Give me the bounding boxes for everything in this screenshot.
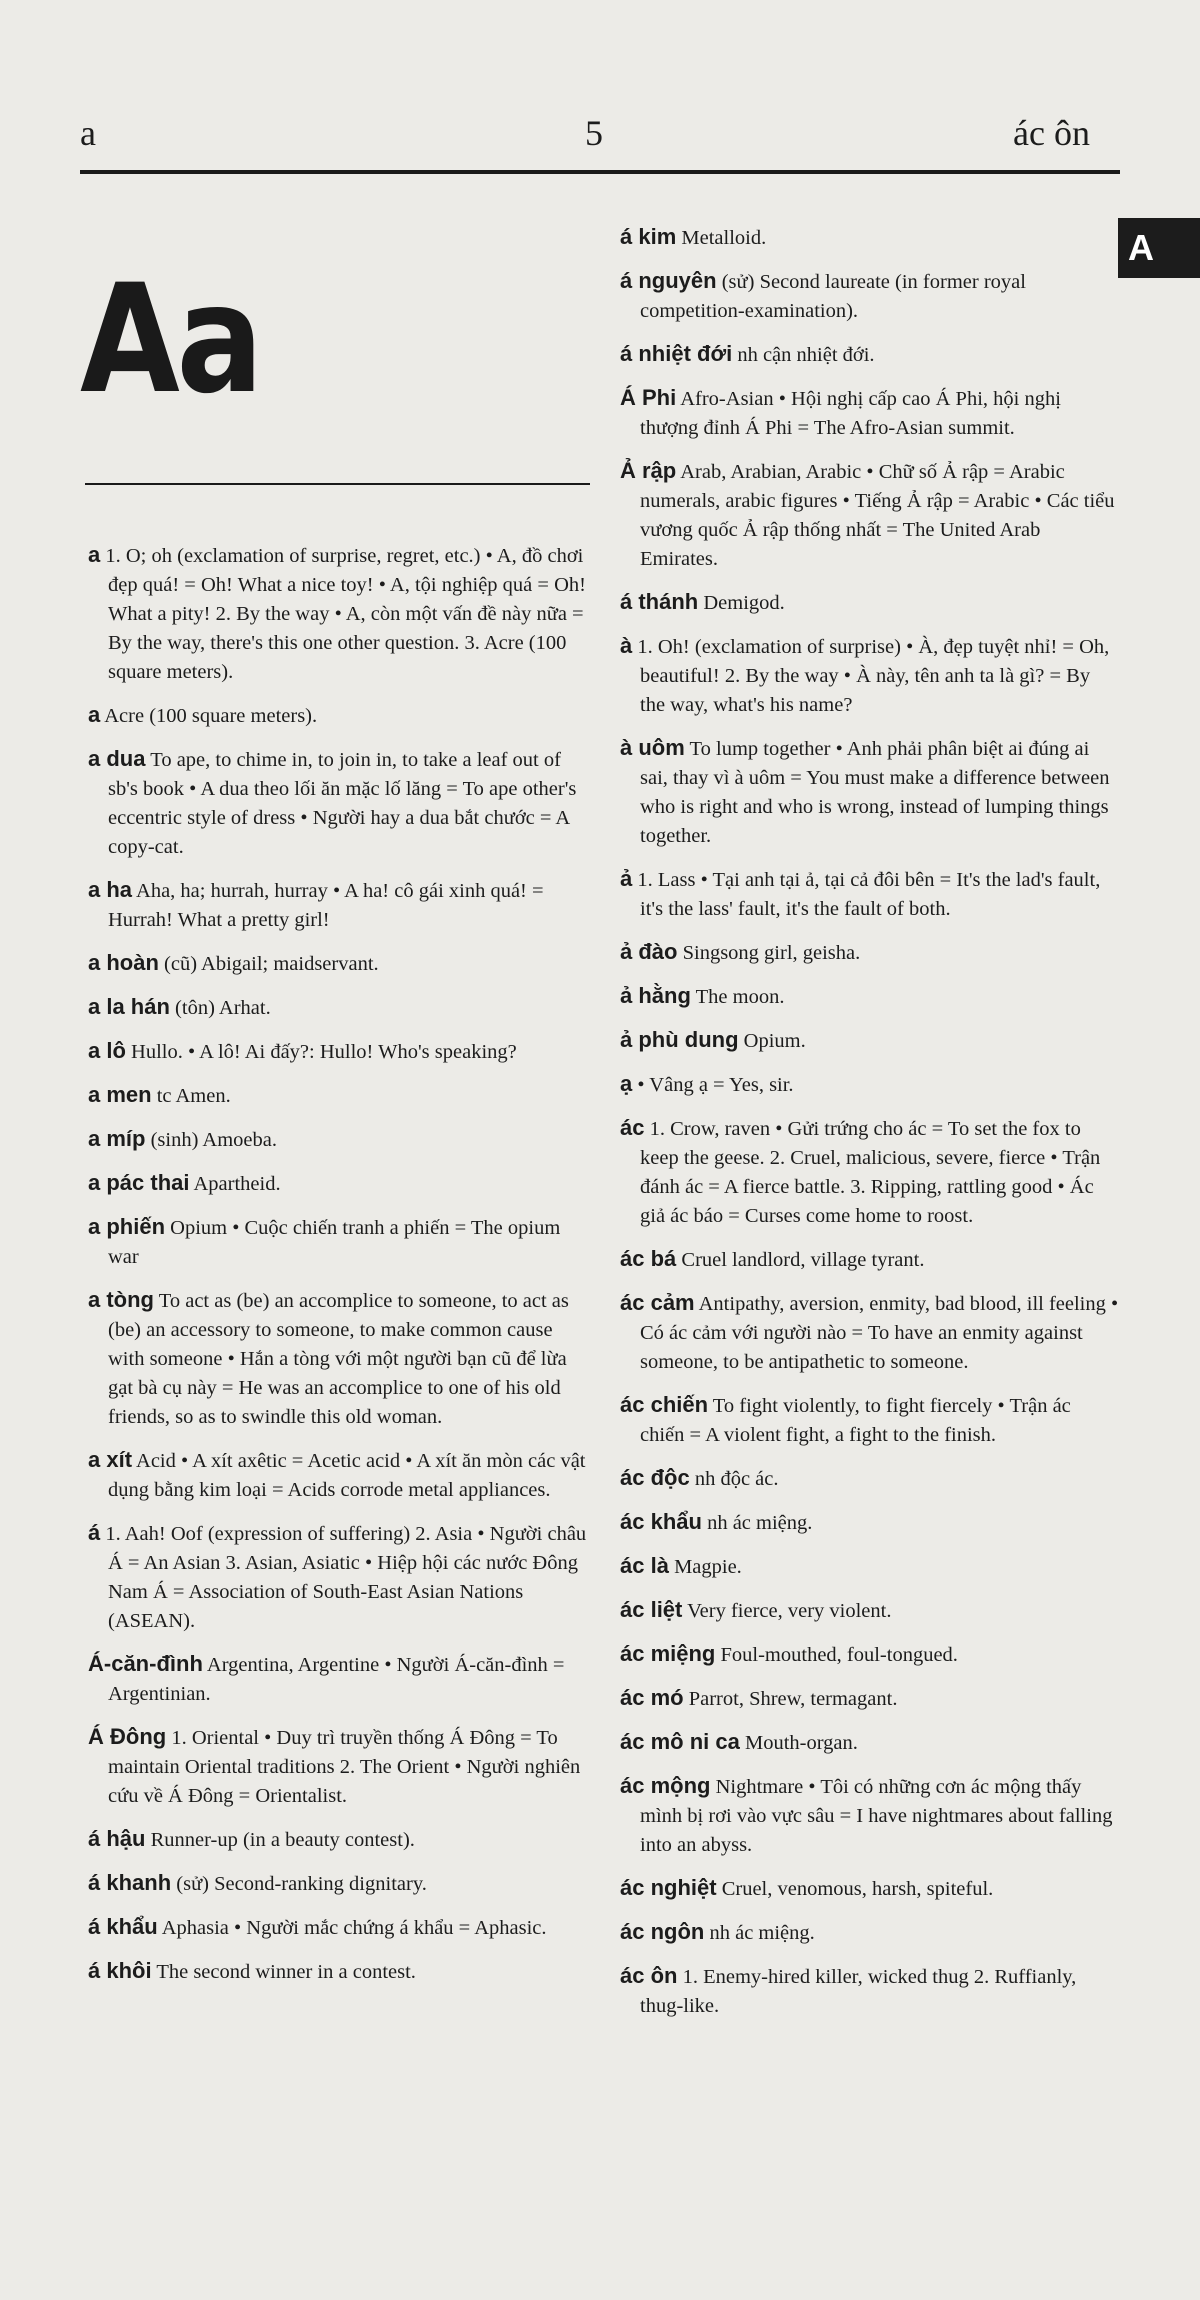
dictionary-entry (620, 1113, 1120, 1231)
entry-definition: 1. Enemy-hired killer, wicked thug 2. Ruffianly, thug-like. (640, 1966, 1077, 2017)
entry-definition: 1. Crow, raven • Gửi trứng cho ác = To set the fox to keep the geese. 2. Cruel, malicious, severe, fierce • Trận đánh ác = A fierce battle. 3. Ripping, rattling good • Ác giả ác báo = Curses come home to roost. (640, 1118, 1101, 1227)
dictionary-entry (620, 1595, 1120, 1626)
dictionary-entry (88, 1285, 588, 1432)
entry-headword: a lô (88, 1038, 126, 1063)
section-letter: Aa (80, 253, 261, 427)
entry-definition: nh ác miệng. (701, 1512, 813, 1534)
entry-headword: á nguyên (620, 268, 717, 293)
dictionary-entry (620, 456, 1120, 574)
entry-headword: ác chiến (620, 1392, 709, 1417)
entry-headword: á kim (620, 224, 677, 249)
dictionary-entry (620, 937, 1120, 968)
dictionary-entry (88, 1036, 588, 1067)
entry-headword: ác mô ni ca (620, 1729, 740, 1754)
right-column (620, 222, 1120, 2034)
entry-definition: Acid • A xít axêtic = Acetic acid • A xít ăn mòn các vật dụng bằng kim loại = Acids corrode metal appliances. (108, 1450, 586, 1501)
entry-definition: Cruel landlord, village tyrant. (676, 1249, 925, 1271)
dictionary-entry (88, 992, 588, 1023)
thumb-index-tab: A (1118, 218, 1200, 278)
dictionary-entry (620, 981, 1120, 1012)
entry-definition: • Vâng ạ = Yes, sir. (632, 1074, 794, 1096)
entry-headword: á thánh (620, 589, 699, 614)
entry-definition: Aphasia • Người mắc chứng á khẩu = Aphasic. (157, 1917, 547, 1939)
entry-definition: Aha, ha; hurrah, hurray • A ha! cô gái xinh quá! = Hurrah! What a pretty girl! (108, 880, 544, 931)
entry-headword: á hậu (88, 1826, 146, 1851)
dictionary-entry (88, 1080, 588, 1111)
dictionary-entry (620, 1771, 1120, 1860)
entry-headword: á khẩu (88, 1914, 158, 1939)
entry-definition: 1. Oriental • Duy trì truyền thống Á Đông = To maintain Oriental traditions 2. The Orient • Người nghiên cứu về Á Đông = Orientalist. (108, 1727, 581, 1807)
entry-definition: To fight violently, to fight fiercely • Trận ác chiến = A violent fight, a fight to the finish. (640, 1395, 1071, 1446)
entry-headword: ác cảm (620, 1290, 695, 1315)
entry-headword: ác ôn (620, 1963, 678, 1988)
entry-headword: a pác thai (88, 1170, 190, 1195)
entry-headword: à (620, 633, 633, 658)
entry-definition: Runner-up (in a beauty contest). (145, 1829, 415, 1851)
entry-headword: ả (620, 866, 633, 891)
entry-headword: ác liệt (620, 1597, 683, 1622)
entry-headword: a phiến (88, 1214, 166, 1239)
entry-headword: ác bá (620, 1246, 677, 1271)
entry-definition: nh ác miệng. (704, 1922, 815, 1944)
entry-definition: The second winner in a contest. (151, 1961, 416, 1983)
dictionary-entry (620, 1551, 1120, 1582)
entry-headword: a hoàn (88, 950, 159, 975)
entry-headword: ạ (620, 1071, 633, 1096)
entry-headword: ác miệng (620, 1641, 716, 1666)
entry-definition: 1. Oh! (exclamation of surprise) • À, đẹp tuyệt nhỉ! = Oh, beautiful! 2. By the way • À này, tên anh ta là gì? = By the way, what's his name? (632, 636, 1110, 716)
entry-headword: a (88, 702, 101, 727)
dictionary-entry (620, 1727, 1120, 1758)
entry-definition: To lump together • Anh phải phân biệt ai đúng ai sai, thay vì à uôm = You must make a difference between who is right and who is wrong, instead of lumping things together. (640, 738, 1110, 847)
dictionary-entry (620, 587, 1120, 618)
dictionary-entry (88, 1912, 588, 1943)
entry-definition: nh cận nhiệt đới. (732, 344, 875, 366)
dictionary-entry (620, 1025, 1120, 1056)
dictionary-entry (88, 1518, 588, 1636)
dictionary-entry (88, 1649, 588, 1709)
dictionary-entry (620, 1639, 1120, 1670)
entry-headword: a (88, 542, 101, 567)
dictionary-entry (620, 864, 1120, 924)
dictionary-entry (620, 222, 1120, 253)
entry-headword: a ha (88, 877, 133, 902)
entry-headword: Á-căn-đình (88, 1651, 203, 1676)
entry-headword: Á Đông (88, 1724, 167, 1749)
entry-definition: tc Amen. (151, 1085, 231, 1107)
header-last-word: ác ôn (1013, 113, 1090, 153)
entry-definition: To act as (be) an accomplice to someone, to act as (be) an accessory to someone, to make common cause with someone • Hắn a tòng với một người bạn cũ để lừa gạt bà cụ này = He was an accomplice to one of his old friends, so as to swindle this old woman. (108, 1290, 569, 1428)
entry-headword: Ả rập (620, 458, 677, 483)
entry-definition: 1. Aah! Oof (expression of suffering) 2. Asia • Người châu Á = An Asian 3. Asian, Asiatic • Hiệp hội các nước Đông Nam Á = Association of South-East Asian Nations (ASEAN). (100, 1523, 587, 1632)
entry-headword: Á Phi (620, 385, 677, 410)
entry-definition: Parrot, Shrew, termagant. (683, 1688, 898, 1710)
entry-headword: á nhiệt đới (620, 341, 733, 366)
entry-headword: a míp (88, 1126, 146, 1151)
entry-definition: (sử) Second-ranking dignitary. (171, 1873, 427, 1895)
entry-headword: ác nghiệt (620, 1875, 717, 1900)
entry-headword: ác là (620, 1553, 669, 1578)
header-first-word: a (80, 113, 96, 153)
dictionary-entry (620, 1917, 1120, 1948)
dictionary-entry (620, 1244, 1120, 1275)
dictionary-entry (88, 1868, 588, 1899)
page-header (80, 112, 1120, 158)
entry-definition: Magpie. (668, 1556, 742, 1578)
entry-definition: Acre (100 square meters). (100, 705, 318, 727)
entry-definition: Singsong girl, geisha. (677, 942, 861, 964)
page-number: 5 (585, 113, 603, 153)
dictionary-entry (620, 1390, 1120, 1450)
entry-headword: à uôm (620, 735, 685, 760)
entry-definition: 1. O; oh (exclamation of surprise, regret, etc.) • A, đồ chơi đẹp quá! = Oh! What a nice toy! • A, tội nghiệp quá = Oh! What a pity! 2. By the way • A, còn một vấn đề này nữa = By the way, there's this one other question. 3. Acre (100 square meters). (100, 545, 586, 683)
entry-headword: ả phù dung (620, 1027, 739, 1052)
dictionary-entry (620, 1683, 1120, 1714)
entry-definition: 1. Lass • Tại anh tại ả, tại cả đôi bên = It's the lad's fault, it's the lass' fault, it's the fault of both. (632, 869, 1101, 920)
dictionary-entry (88, 540, 588, 687)
entry-headword: a xít (88, 1447, 133, 1472)
entry-definition: (tôn) Arhat. (169, 997, 271, 1019)
entry-headword: a dua (88, 746, 146, 771)
dictionary-entry (88, 744, 588, 862)
dictionary-entry (620, 1069, 1120, 1100)
dictionary-entry (620, 1463, 1120, 1494)
dictionary-entry (620, 1873, 1120, 1904)
dictionary-entry (88, 1722, 588, 1811)
entry-definition: Argentina, Argentine • Người Á-căn-đình = Argentinian. (108, 1654, 565, 1705)
entry-definition: Afro-Asian • Hội nghị cấp cao Á Phi, hội nghị thượng đỉnh Á Phi = The Afro-Asian summit. (640, 388, 1061, 439)
dictionary-entry (88, 1445, 588, 1505)
entry-headword: á khôi (88, 1958, 152, 1983)
entry-definition: Metalloid. (676, 227, 767, 249)
entry-definition: To ape, to chime in, to join in, to take a leaf out of sb's book • A dua theo lối ăn mặc lố lăng = To ape other's eccentric style of dress • Người hay a dua bắt chước = A copy-cat. (108, 749, 577, 858)
dictionary-entry (620, 383, 1120, 443)
entry-definition: Apartheid. (189, 1173, 281, 1195)
dictionary-entry (620, 339, 1120, 370)
entry-definition: Hullo. • A lô! Ai đấy?: Hullo! Who's speaking? (125, 1041, 517, 1063)
section-rule (85, 483, 590, 485)
entry-headword: ả đào (620, 939, 678, 964)
entry-definition: The moon. (690, 986, 785, 1008)
header-rule (80, 170, 1120, 174)
entry-headword: a tòng (88, 1287, 154, 1312)
entry-definition: Arab, Arabian, Arabic • Chữ số Ả rập = Arabic numerals, arabic figures • Tiếng Ả rập = Arabic • Các tiểu vương quốc Ả rập thống nhất = The United Arab Emirates. (640, 461, 1115, 570)
entry-headword: ác mộng (620, 1773, 711, 1798)
entry-headword: ác độc (620, 1465, 690, 1490)
entry-headword: a la hán (88, 994, 170, 1019)
dictionary-entry (620, 1507, 1120, 1538)
entry-definition: Very fierce, very violent. (682, 1600, 892, 1622)
entry-headword: ác (620, 1115, 645, 1140)
dictionary-entry (88, 1824, 588, 1855)
entry-definition: (sử) Second laureate (in former royal competition-examination). (640, 271, 1026, 322)
entry-definition: Opium • Cuộc chiến tranh a phiến = The opium war (108, 1217, 561, 1268)
dictionary-entry (88, 1124, 588, 1155)
dictionary-entry (620, 733, 1120, 851)
entry-definition: Cruel, venomous, harsh, spiteful. (716, 1878, 994, 1900)
dictionary-entry (88, 875, 588, 935)
entry-definition: Opium. (738, 1030, 806, 1052)
entry-headword: a men (88, 1082, 152, 1107)
dictionary-entry (88, 700, 588, 731)
entry-definition: (sinh) Amoeba. (145, 1129, 277, 1151)
dictionary-entry (88, 948, 588, 979)
entry-definition: Foul-mouthed, foul-tongued. (715, 1644, 958, 1666)
entry-definition: (cũ) Abigail; maidservant. (158, 953, 379, 975)
dictionary-entry (88, 1168, 588, 1199)
dictionary-entry (620, 1961, 1120, 2021)
left-column (88, 540, 588, 2000)
entry-headword: á (88, 1520, 101, 1545)
entry-definition: Mouth-organ. (739, 1732, 858, 1754)
entry-headword: ác mó (620, 1685, 684, 1710)
dictionary-entry (88, 1956, 588, 1987)
entry-definition: Antipathy, aversion, enmity, bad blood, ill feeling • Có ác cảm với người nào = To have an enmity against someone, to be antipathetic to someone. (640, 1293, 1119, 1373)
entry-definition: nh độc ác. (689, 1468, 779, 1490)
entry-definition: Demigod. (698, 592, 785, 614)
entry-headword: ác khẩu (620, 1509, 702, 1534)
entry-definition: Nightmare • Tôi có những cơn ác mộng thấy mình bị rơi vào vực sâu = I have nightmares about falling into an abyss. (640, 1776, 1113, 1856)
dictionary-entry (620, 266, 1120, 326)
entry-headword: ác ngôn (620, 1919, 705, 1944)
entry-headword: ả hằng (620, 983, 691, 1008)
dictionary-entry (88, 1212, 588, 1272)
dictionary-entry (620, 1288, 1120, 1377)
dictionary-entry (620, 631, 1120, 720)
entry-headword: á khanh (88, 1870, 172, 1895)
